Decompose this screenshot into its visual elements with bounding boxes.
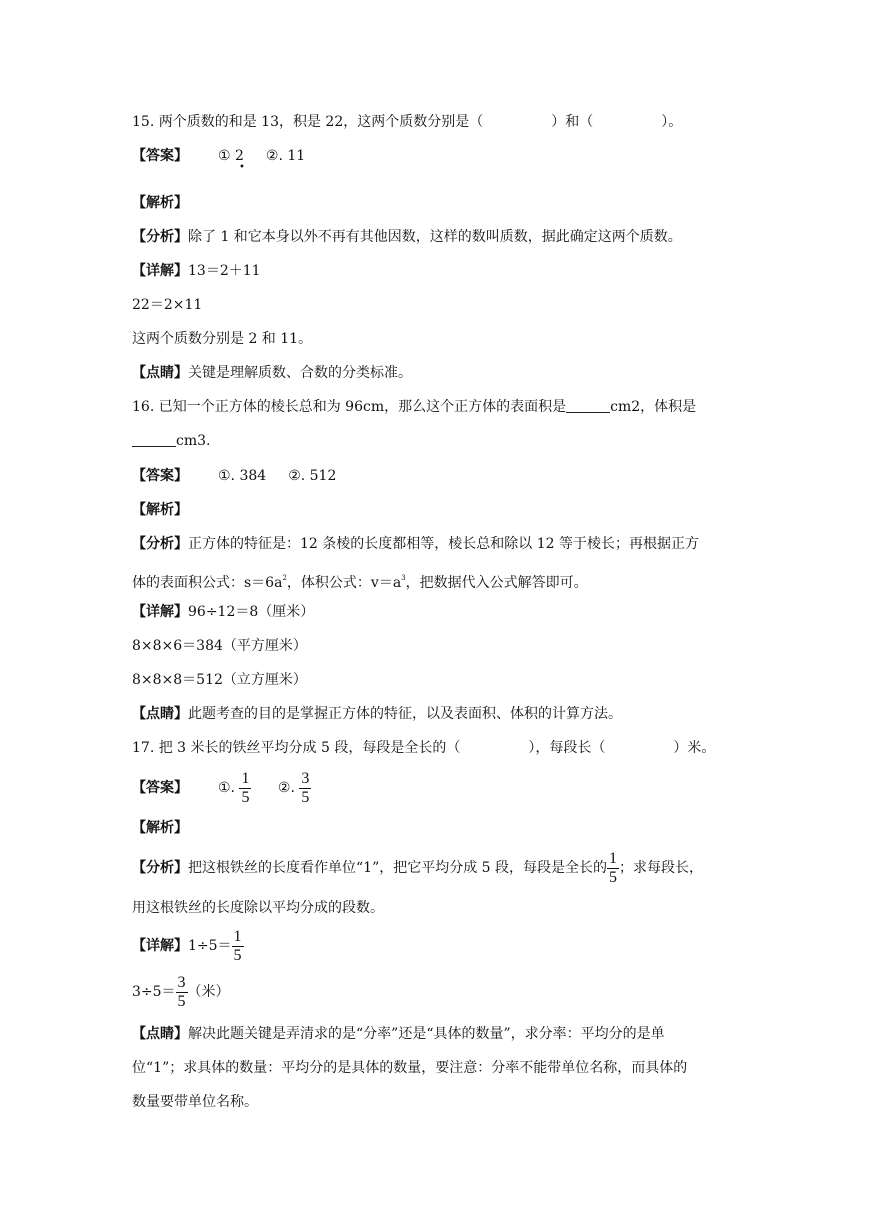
q16-xiangjie-2: 8×8×6＝384（平方厘米）	[132, 638, 307, 654]
q15-xiangjie-3: 这两个质数分别是 2 和 11。	[132, 331, 313, 347]
q16-jiexi: 【解析】	[132, 502, 188, 518]
q15-answer: 【答案】 ① 2 ②. 11	[132, 148, 306, 164]
q15-jiexi: 【解析】	[132, 195, 188, 211]
q17-fenxi-2: 用这根铁丝的长度除以平均分成的段数。	[132, 900, 384, 916]
q17-xiangjie-2: 3÷5＝ $\frac{3}{5}$ （米）	[132, 973, 230, 1010]
q17-fenxi-fraction: $\frac{1}{5}$	[609, 849, 618, 886]
q15-dianjing: 【点睛】关键是理解质数、合数的分类标准。	[132, 365, 412, 381]
q17-answer-fraction-2: $\frac{3}{5}$	[301, 769, 310, 806]
q17-fenxi-1: 【分析】把这根铁丝的长度看作单位“1”，把它平均分成 5 段，每段是全长的 $\frac{1}{5}$ ；求每段长，	[132, 849, 704, 886]
q16-question-line2: cm3.	[132, 431, 210, 451]
q17-answer-fraction-1: $\frac{1}{5}$	[241, 769, 250, 806]
q15-xiangjie: 【详解】13＝2＋11	[132, 263, 261, 279]
q17-answer: 【答案】 ①. $\frac{1}{5}$ ②. $\frac{3}{5}$	[132, 769, 310, 806]
q17-xiangjie-fraction-1: $\frac{1}{5}$	[233, 927, 242, 964]
q15-xiangjie-2: 22＝2×11	[132, 297, 203, 313]
q15-question: 15. 两个质数的和是 13，积是 22，这两个质数分别是（ ）和（ ）。	[132, 114, 683, 130]
q17-jiexi: 【解析】	[132, 820, 188, 836]
answer-dot-mark: •	[239, 162, 245, 173]
q16-xiangjie-3: 8×8×8＝512（立方厘米）	[132, 672, 307, 688]
q16-answer: 【答案】 ①. 384 ②. 512	[132, 468, 337, 484]
q16-xiangjie: 【详解】96÷12＝8（厘米）	[132, 604, 315, 620]
q16-question-line1: 16. 已知一个正方体的棱长总和为 96cm，那么这个正方体的表面积是 cm2，体积是	[132, 399, 697, 415]
q16-fenxi-1: 【分析】正方体的特征是：12 条棱的长度都相等，棱长总和除以 12 等于棱长；再根据正方	[132, 536, 699, 552]
q17-dianjing-3: 数量要带单位名称。	[132, 1094, 258, 1110]
q17-dianjing-1: 【点睛】解决此题关键是弄清求的是“分率”还是“具体的数量”，求分率：平均分的是单	[132, 1026, 665, 1042]
q17-question: 17. 把 3 米长的铁丝平均分成 5 段，每段是全长的（ ），每段长（ ）米。	[132, 740, 716, 756]
q17-xiangjie: 【详解】1÷5＝ $\frac{1}{5}$	[132, 927, 242, 964]
q17-xiangjie-fraction-2: $\frac{3}{5}$	[177, 973, 186, 1010]
q15-fenxi: 【分析】除了 1 和它本身以外不再有其他因数，这样的数叫质数，据此确定这两个质数。	[132, 229, 682, 245]
q17-dianjing-2: 位“1”；求具体的数量：平均分的是具体的数量，要注意：分率不能带单位名称，而具体的	[132, 1060, 688, 1076]
q16-fenxi-2: 体的表面积公式：$s=6a^2$，体积公式：$v=a^3$，把数据代入公式解答即可。	[132, 574, 588, 591]
q16-dianjing: 【点睛】此题考查的目的是掌握正方体的特征，以及表面积、体积的计算方法。	[132, 706, 622, 722]
